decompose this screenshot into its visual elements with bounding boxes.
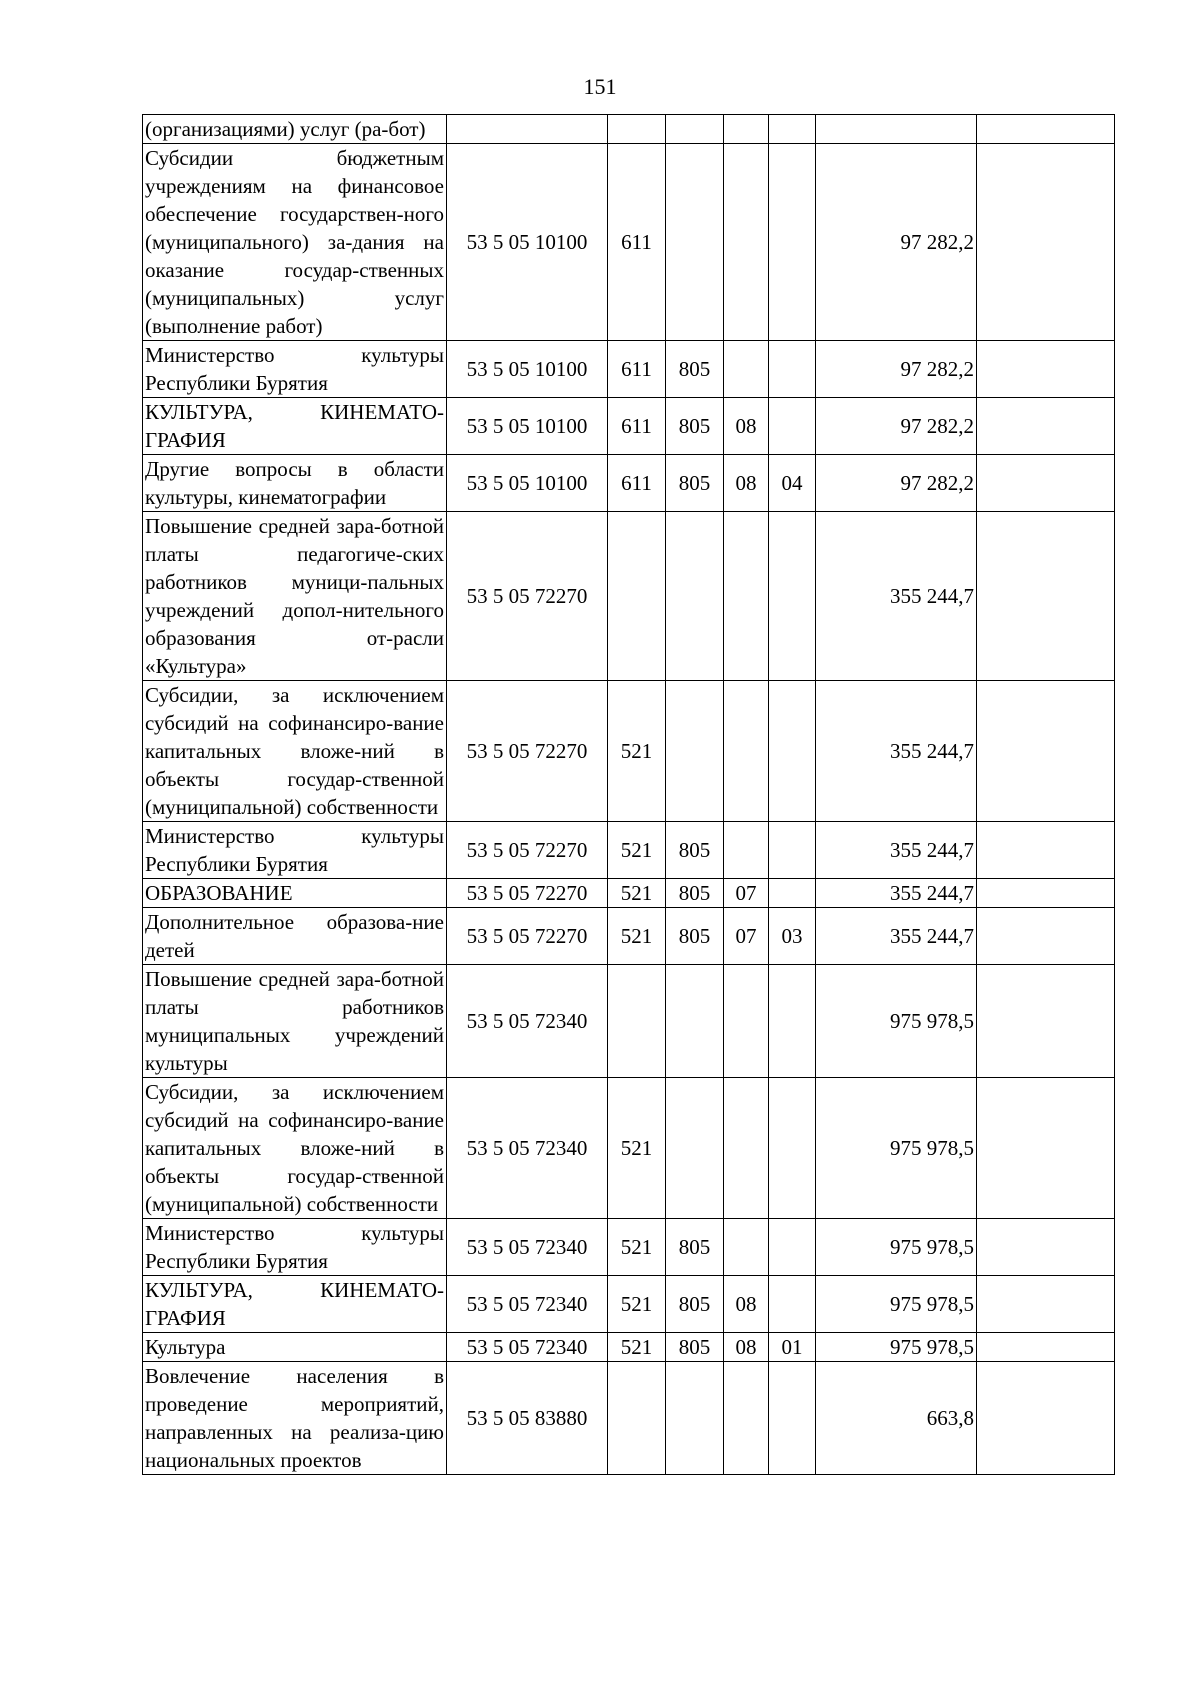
row-section: 08 xyxy=(724,1276,769,1333)
row-extra xyxy=(977,341,1115,398)
row-sum: 975 978,5 xyxy=(816,1276,977,1333)
row-section xyxy=(724,144,769,341)
row-extra xyxy=(977,879,1115,908)
row-subsection xyxy=(769,341,816,398)
row-section xyxy=(724,1219,769,1276)
row-ministry-code xyxy=(666,681,724,822)
row-section xyxy=(724,512,769,681)
table-row xyxy=(143,822,1115,879)
row-ministry-code xyxy=(666,144,724,341)
row-extra xyxy=(977,512,1115,681)
row-section xyxy=(724,822,769,879)
row-subsection: 03 xyxy=(769,908,816,965)
row-subsection xyxy=(769,822,816,879)
row-expense-type: 521 xyxy=(608,1219,666,1276)
row-section xyxy=(724,115,769,144)
row-extra xyxy=(977,965,1115,1078)
row-expense-type: 611 xyxy=(608,455,666,512)
row-sum: 663,8 xyxy=(816,1362,977,1475)
row-name: Дополнительное образова-ние детей xyxy=(143,908,447,965)
row-name: Министерство культуры Республики Бурятия xyxy=(143,822,447,879)
row-subsection xyxy=(769,1219,816,1276)
row-subsection xyxy=(769,512,816,681)
row-name: Субсидии, за исключением субсидий на софинансиро-вание капитальных вложе-ний в объекты государ-ственной (муниципальной) собственности xyxy=(143,681,447,822)
table-row xyxy=(143,908,1115,965)
row-ministry-code: 805 xyxy=(666,1219,724,1276)
row-expense-type xyxy=(608,512,666,681)
row-target-code: 53 5 05 72270 xyxy=(447,822,608,879)
row-extra xyxy=(977,144,1115,341)
row-expense-type: 521 xyxy=(608,879,666,908)
row-name: Повышение средней зара-ботной платы педагогиче-ских работников муници-пальных учреждений допол-нительного образования от-расли «Культура» xyxy=(143,512,447,681)
row-ministry-code: 805 xyxy=(666,879,724,908)
row-extra xyxy=(977,681,1115,822)
row-name: (организациями) услуг (ра-бот) xyxy=(143,115,447,144)
row-name: Другие вопросы в области культуры, кинематографии xyxy=(143,455,447,512)
row-ministry-code: 805 xyxy=(666,1276,724,1333)
table-row xyxy=(143,341,1115,398)
row-ministry-code: 805 xyxy=(666,341,724,398)
row-target-code: 53 5 05 72340 xyxy=(447,1219,608,1276)
row-section xyxy=(724,1078,769,1219)
row-expense-type xyxy=(608,1362,666,1475)
row-target-code: 53 5 05 83880 xyxy=(447,1362,608,1475)
row-extra xyxy=(977,1333,1115,1362)
row-expense-type: 611 xyxy=(608,341,666,398)
row-target-code: 53 5 05 72340 xyxy=(447,1276,608,1333)
row-subsection: 04 xyxy=(769,455,816,512)
row-extra xyxy=(977,398,1115,455)
row-ministry-code xyxy=(666,115,724,144)
row-ministry-code xyxy=(666,512,724,681)
row-subsection: 01 xyxy=(769,1333,816,1362)
row-sum: 97 282,2 xyxy=(816,455,977,512)
row-sum: 355 244,7 xyxy=(816,822,977,879)
row-name: Субсидии, за исключением субсидий на софинансиро-вание капитальных вложе-ний в объекты государ-ственной (муниципальной) собственности xyxy=(143,1078,447,1219)
row-expense-type: 611 xyxy=(608,144,666,341)
row-extra xyxy=(977,455,1115,512)
row-section xyxy=(724,681,769,822)
table-row xyxy=(143,1078,1115,1219)
row-subsection xyxy=(769,398,816,455)
row-expense-type: 611 xyxy=(608,398,666,455)
row-section: 08 xyxy=(724,398,769,455)
row-extra xyxy=(977,1078,1115,1219)
row-sum: 97 282,2 xyxy=(816,398,977,455)
table-row xyxy=(143,965,1115,1078)
row-sum: 97 282,2 xyxy=(816,144,977,341)
row-target-code: 53 5 05 72270 xyxy=(447,512,608,681)
row-extra xyxy=(977,1219,1115,1276)
row-subsection xyxy=(769,144,816,341)
table-row xyxy=(143,681,1115,822)
row-target-code: 53 5 05 10100 xyxy=(447,341,608,398)
row-target-code: 53 5 05 72270 xyxy=(447,879,608,908)
row-sum: 355 244,7 xyxy=(816,908,977,965)
row-ministry-code xyxy=(666,1078,724,1219)
row-name: Субсидии бюджетным учреждениям на финансовое обеспечение государствен-ного (муниципального) за-дания на оказание государ-ственных (муниципальных) услуг (выполнение работ) xyxy=(143,144,447,341)
row-extra xyxy=(977,1362,1115,1475)
row-ministry-code xyxy=(666,1362,724,1475)
table-row xyxy=(143,1219,1115,1276)
table-row xyxy=(143,144,1115,341)
page-number: 151 xyxy=(583,74,617,99)
row-extra xyxy=(977,908,1115,965)
row-expense-type: 521 xyxy=(608,1333,666,1362)
row-ministry-code xyxy=(666,965,724,1078)
row-expense-type xyxy=(608,965,666,1078)
row-target-code: 53 5 05 10100 xyxy=(447,455,608,512)
row-expense-type: 521 xyxy=(608,1276,666,1333)
row-name: Министерство культуры Республики Бурятия xyxy=(143,1219,447,1276)
row-expense-type: 521 xyxy=(608,908,666,965)
table-body xyxy=(143,115,1115,1475)
row-sum: 975 978,5 xyxy=(816,965,977,1078)
row-name: Вовлечение населения в проведение мероприятий, направленных на реализа-цию национальных проектов xyxy=(143,1362,447,1475)
table-row xyxy=(143,512,1115,681)
row-subsection xyxy=(769,1276,816,1333)
row-subsection xyxy=(769,1078,816,1219)
row-target-code: 53 5 05 72270 xyxy=(447,681,608,822)
row-section: 08 xyxy=(724,455,769,512)
row-subsection xyxy=(769,681,816,822)
row-expense-type: 521 xyxy=(608,1078,666,1219)
row-ministry-code: 805 xyxy=(666,908,724,965)
row-expense-type: 521 xyxy=(608,822,666,879)
row-ministry-code: 805 xyxy=(666,455,724,512)
row-sum: 975 978,5 xyxy=(816,1219,977,1276)
row-sum: 355 244,7 xyxy=(816,681,977,822)
row-sum: 97 282,2 xyxy=(816,341,977,398)
row-section: 08 xyxy=(724,1333,769,1362)
table-row xyxy=(143,1362,1115,1475)
budget-table xyxy=(142,114,1115,1475)
row-sum xyxy=(816,115,977,144)
row-extra xyxy=(977,1276,1115,1333)
row-subsection xyxy=(769,115,816,144)
table-row xyxy=(143,455,1115,512)
row-target-code: 53 5 05 72270 xyxy=(447,908,608,965)
row-name: Повышение средней зара-ботной платы работников муниципальных учреждений культуры xyxy=(143,965,447,1078)
row-ministry-code: 805 xyxy=(666,1333,724,1362)
row-sum: 355 244,7 xyxy=(816,879,977,908)
row-name: КУЛЬТУРА, КИНЕМАТО-ГРАФИЯ xyxy=(143,398,447,455)
row-section: 07 xyxy=(724,879,769,908)
row-expense-type: 521 xyxy=(608,681,666,822)
row-sum: 355 244,7 xyxy=(816,512,977,681)
row-extra xyxy=(977,115,1115,144)
row-expense-type xyxy=(608,115,666,144)
table-row xyxy=(143,1333,1115,1362)
row-target-code: 53 5 05 72340 xyxy=(447,1333,608,1362)
row-section xyxy=(724,965,769,1078)
row-target-code xyxy=(447,115,608,144)
row-target-code: 53 5 05 72340 xyxy=(447,1078,608,1219)
row-target-code: 53 5 05 10100 xyxy=(447,398,608,455)
row-ministry-code: 805 xyxy=(666,822,724,879)
row-extra xyxy=(977,822,1115,879)
row-section: 07 xyxy=(724,908,769,965)
row-name: ОБРАЗОВАНИЕ xyxy=(143,879,447,908)
table-row xyxy=(143,1276,1115,1333)
row-section xyxy=(724,341,769,398)
row-target-code: 53 5 05 10100 xyxy=(447,144,608,341)
table-row xyxy=(143,879,1115,908)
row-subsection xyxy=(769,965,816,1078)
row-subsection xyxy=(769,879,816,908)
row-section xyxy=(724,1362,769,1475)
row-sum: 975 978,5 xyxy=(816,1333,977,1362)
row-name: Культура xyxy=(143,1333,447,1362)
row-name: КУЛЬТУРА, КИНЕМАТО-ГРАФИЯ xyxy=(143,1276,447,1333)
row-sum: 975 978,5 xyxy=(816,1078,977,1219)
row-target-code: 53 5 05 72340 xyxy=(447,965,608,1078)
row-subsection xyxy=(769,1362,816,1475)
table-row xyxy=(143,398,1115,455)
table-row xyxy=(143,115,1115,144)
row-ministry-code: 805 xyxy=(666,398,724,455)
row-name: Министерство культуры Республики Бурятия xyxy=(143,341,447,398)
